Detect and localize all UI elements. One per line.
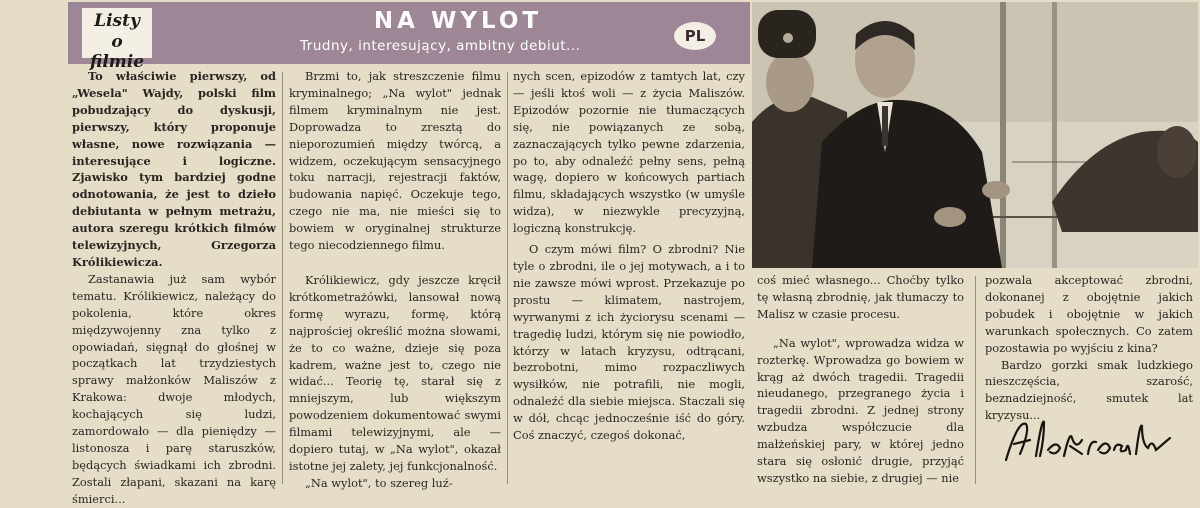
paragraph: Brzmi to, jak streszczenie filmu kryminalnego; „Na wylot" jednak filmem kryminalnym nie jest. Doprowadza to zresztą do nieporozumień między twórcą, a widzem, oczekującym sensacyjnego toku narracji, rejestracji faktów, budowania napięć. Oczekuje tego, czego nie ma, nie mieści się to bowiem w oryginalnej strukturze tego niecodziennego filmu. (289, 69, 501, 253)
section-badge-line1: Listy (94, 11, 140, 31)
article-subtitle: Trudny, interesujący, ambitny debiut... (300, 38, 581, 54)
paragraph: „Na wylot", wprowadza widza w rozterkę. Wprowadza go bowiem w krąg aż dwóch tragedii. Tragedii nieudanego, przegranego życia i tragedii zbrodni. Z jednej strony wzbudza współczucie dla małżeńskiej pary, w której jedno stara się osłonić drugie, przyjąć wszystko na siebie, z drugiej — nie (757, 335, 964, 485)
article-header (68, 2, 750, 72)
paragraph: Królikiewicz, gdy jeszcze kręcił krótkometrażówki, lansował nową formę wyrazu, formę, którą najprościej określić można słowami, że to co ważne, dzieje się poza kadrem, ważne jest to, czego nie widać... Teorię tę, starał się z mniejszym, lub większym powodzeniem dokumentować swymi filmami telewizyjnymi, ale — dopiero tutaj, w „Na wylot", okazał istotne jej zalety, jej funkcjonalność. (289, 272, 501, 473)
country-badge: PL (674, 22, 716, 50)
paragraph: „Na wylot", to szereg luź- (305, 475, 453, 490)
section-badge-line2: o filmie (89, 32, 145, 72)
author-signature (1000, 410, 1180, 470)
text-column-2 (289, 68, 501, 492)
film-still-photo (752, 2, 1198, 268)
section-badge (68, 2, 298, 72)
paragraph: O czym mówi film? O zbrodni? Nie tyle o zbrodni, ile o jej motywach, a i to nie zawsze mówi wprost. Przekazuje po prostu — klimatem, nastrojem, wyrwanymi z ich życiorysu scenami — tragedię ludzi, którym się nie powiodło, którzy w latach kryzysu, odtrącani, bezrobotni, mimo rozpaczliwych wysiłków, nie potrafili, nie mogli, odnaleźć dla siebie miejsca. Staczali się w dół, chcąc jednocześnie iść do góry. Coś znaczyć, czegoś dokonać, (513, 242, 745, 443)
article-title: NA WYLOT (373, 8, 543, 34)
text-column-5 (985, 272, 1193, 424)
lead-paragraph: To właściwie pierwszy, od „Wesela" Wajdy, polski film pobudzający do dyskusji, pierwszy, który proponuje własne, nowe rozwiązania — interesujące i logiczne. Zjawisko tym bardziej godne odnotowania, że jest to dzieło debiutanta w pełnym metrażu, autora szeregu krótkich filmów telewizyjnych, Grzegorza Królikiewicza. (72, 69, 276, 269)
paragraph: coś mieć własnego... Choćby tylko tę własną zbrodnię, jak tłumaczy to Malisz w czasie procesu. (757, 273, 964, 321)
column-divider (975, 276, 976, 484)
text-column-1 (72, 68, 276, 508)
paragraph: pozwala akceptować zbrodni, dokonanej z obojętnie jakich pobudek i obojętnie w jakich warunkach społecznych. Co zatem pozostawia po wyjściu z kina? (985, 273, 1193, 355)
film-still-illustration (752, 2, 1198, 268)
paragraph: nych scen, epizodów z tamtych lat, czy — jeśli ktoś woli — z życia Maliszów. Epizodów pozornie nie tłumaczących się, nie powiązanych ze sobą, zaznaczających tylko pewne zdarzenia, po to, aby odnaleźć pełny sens, pełną wagę, dopiero w końcowych partiach filmu, składających wszystko (w umyśle widza), w niezwykle precyzyjną, logiczną konstrukcję. (513, 69, 745, 236)
text-column-4 (757, 272, 964, 487)
section-badge-box (82, 8, 152, 72)
column-divider (507, 72, 508, 484)
signature-icon (1000, 410, 1180, 470)
text-column-3 (513, 68, 745, 444)
column-divider (282, 72, 283, 484)
paragraph: Bardzo gorzki smak ludzkiego nieszczęścia, szarość, beznadziejność, smutek lat kryzysu... (985, 357, 1193, 423)
paragraph: Zastanawia już sam wybór tematu. Królikiewicz, należący do pokolenia, które okres międzywojenny zna tylko z opowiadań, sięgnął do głośnej w początkach lat trzydziestych sprawy małżonków Maliszów z Krakowa: dwoje młodych, kochających się ludzi, zamordowało — dla pieniędzy — listonosza i parę staruszków, będących świadkami ich zbrodni. Zostali złapani, skazani na karę śmierci... (72, 271, 276, 506)
